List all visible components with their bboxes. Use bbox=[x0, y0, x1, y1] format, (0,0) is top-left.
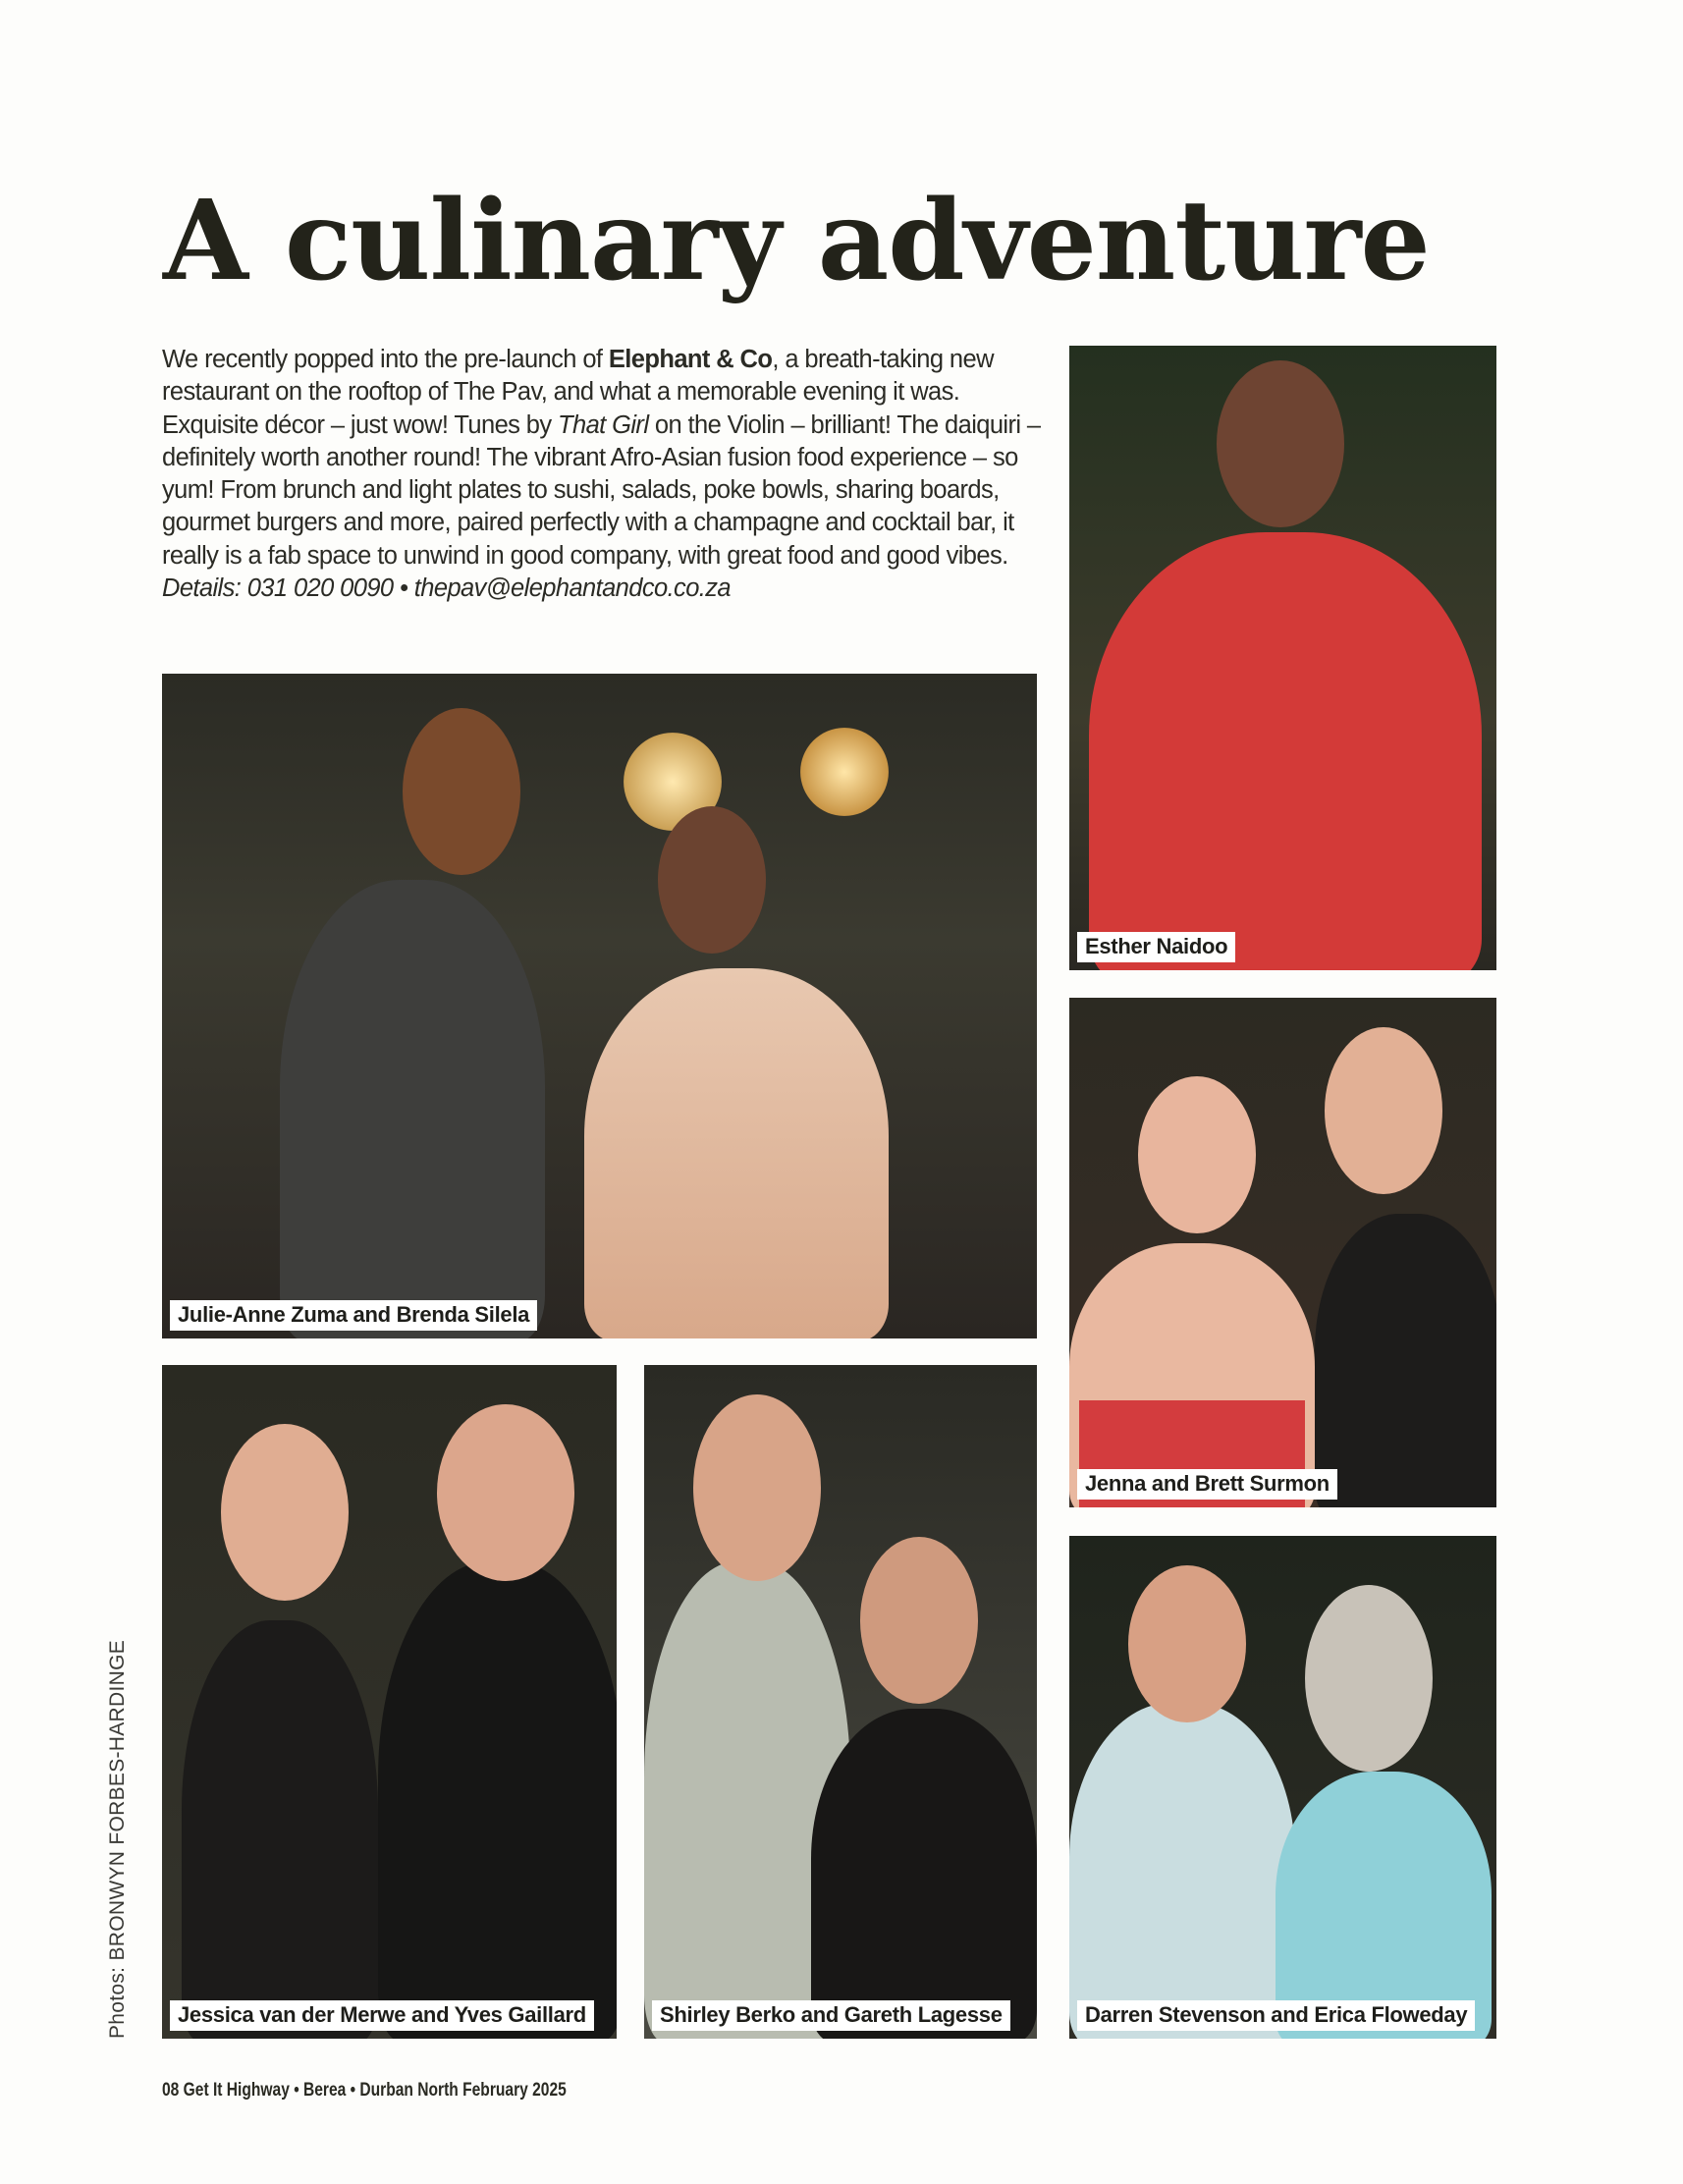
photo-caption: Jessica van der Merwe and Yves Gaillard bbox=[170, 2000, 594, 2031]
photo-shirley-gareth bbox=[644, 1365, 1037, 2039]
venue-name: Elephant & Co bbox=[608, 346, 773, 373]
photo-jenna-brett bbox=[1069, 998, 1496, 1507]
contact-details: Details: 031 020 0090 • thepav@elephantandco.co.za bbox=[162, 574, 731, 603]
photo-caption: Esther Naidoo bbox=[1077, 932, 1235, 962]
photo-esther bbox=[1069, 346, 1496, 970]
page-footer: 08 Get It Highway • Berea • Durban North February 2025 bbox=[162, 2080, 567, 2101]
photo-caption: Shirley Berko and Gareth Lagesse bbox=[652, 2000, 1010, 2031]
photo-caption: Julie-Anne Zuma and Brenda Silela bbox=[170, 1300, 537, 1331]
photo-caption: Darren Stevenson and Erica Floweday bbox=[1077, 2000, 1475, 2031]
artist-name: That Girl bbox=[558, 410, 649, 439]
intro-paragraph: We recently popped into the pre-launch of Elephant & Co, a breath-taking new restaurant on the rooftop of The Pav, and what a memorable evening it was. Exquisite décor – just wow! Tunes by That Girl on the Violin – brilliant! The daiquiri – definitely worth another round! The vibrant Afro-Asian fusion food experience – so yum! From brunch and light plates to sushi, salads, poke bowls, sharing boards, gourmet burgers and more, paired perfectly with a champagne and cocktail bar, it really is a fab space to unwind in good company, with great food and good vibes. bbox=[162, 346, 1041, 570]
photo-caption: Jenna and Brett Surmon bbox=[1077, 1469, 1337, 1500]
photo-jessica-yves bbox=[162, 1365, 617, 2039]
photo-darren-erica bbox=[1069, 1536, 1496, 2039]
article-title: A culinary adventure bbox=[163, 177, 1430, 305]
article-intro bbox=[162, 344, 1046, 605]
photo-credit: Photos: BRONWYN FORBES-HARDINGE bbox=[106, 1639, 129, 2039]
photo-julie-anne-brenda bbox=[162, 674, 1037, 1338]
